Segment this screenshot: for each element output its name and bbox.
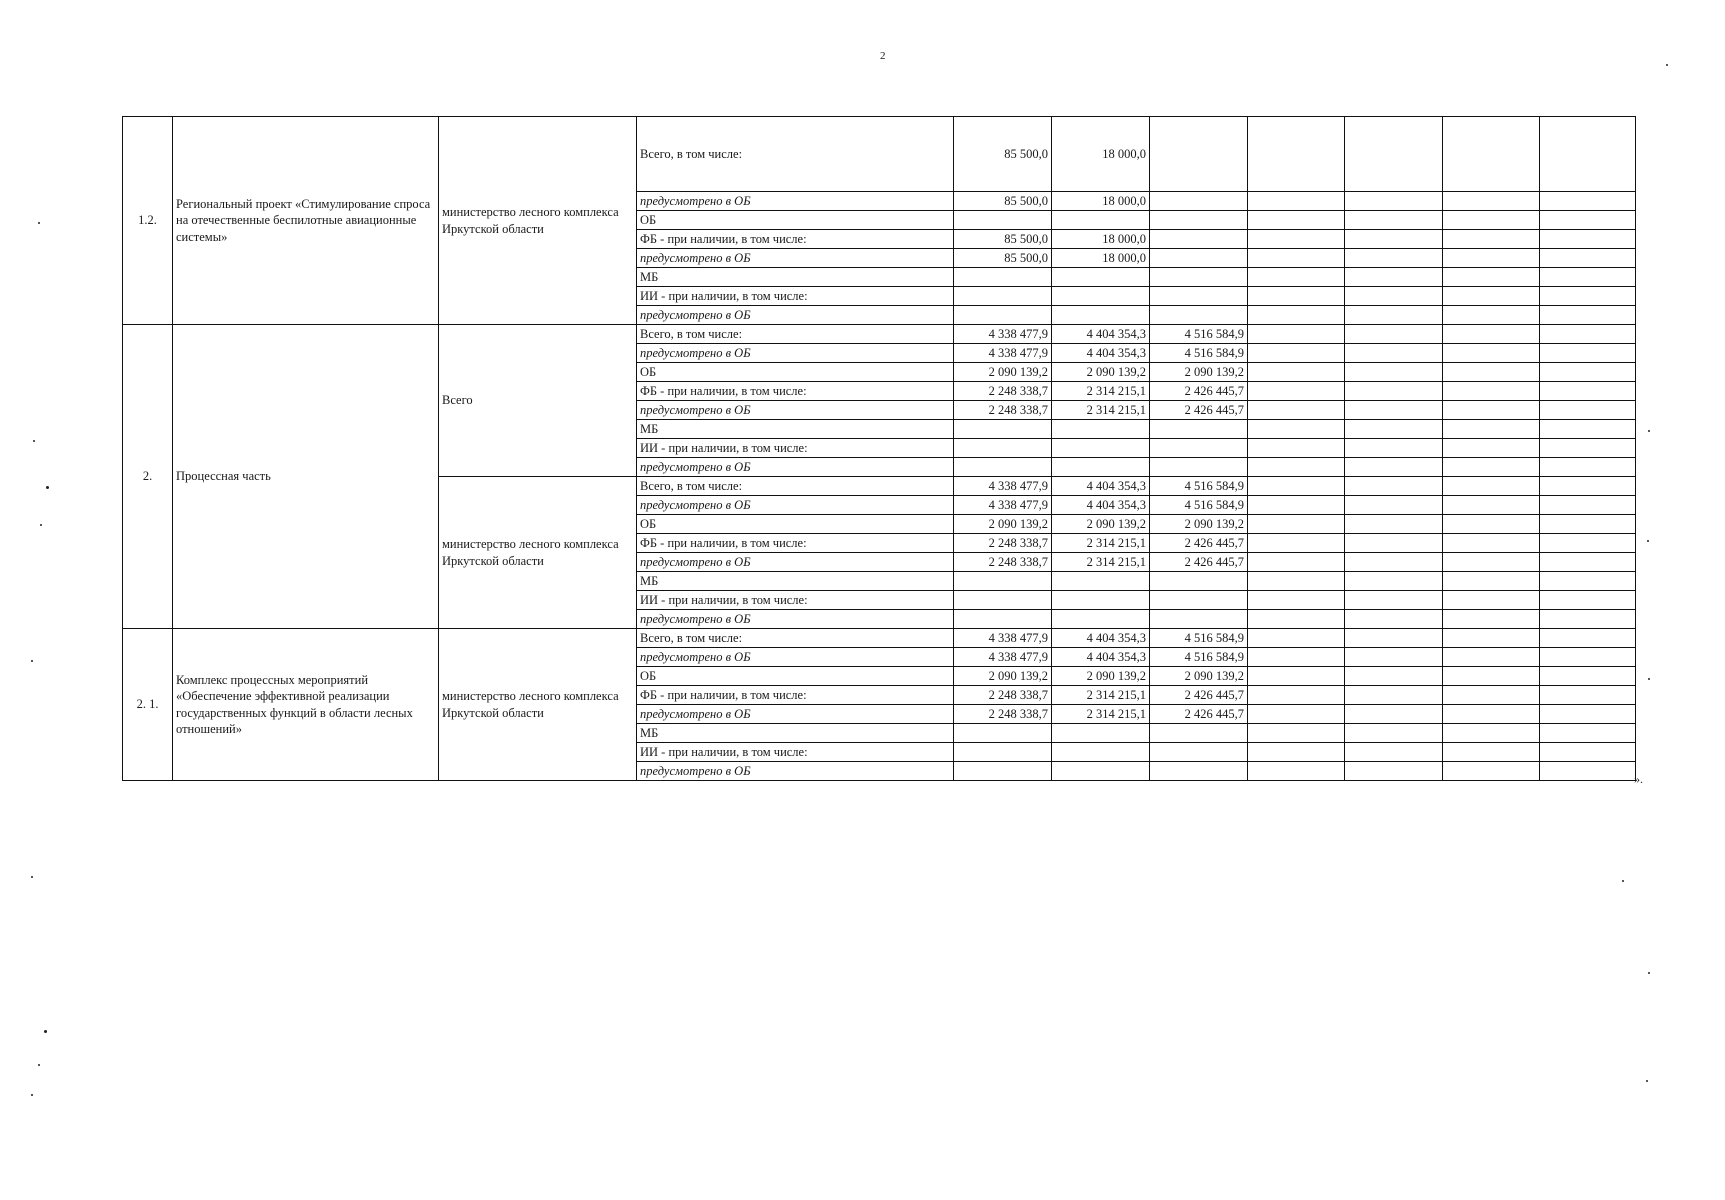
funding-source-label: ФБ - при наличии, в том числе: (637, 534, 954, 553)
scan-speck (38, 222, 40, 224)
value-cell: 2 426 445,7 (1150, 705, 1248, 724)
scan-speck (1647, 540, 1649, 542)
empty-year-cell (1540, 287, 1636, 306)
funding-source-label: МБ (637, 572, 954, 591)
funding-source-label: МБ (637, 724, 954, 743)
value-cell: 2 426 445,7 (1150, 534, 1248, 553)
empty-year-cell (1248, 249, 1345, 268)
value-cell: 4 338 477,9 (954, 325, 1052, 344)
empty-year-cell (1248, 515, 1345, 534)
empty-year-cell (1540, 667, 1636, 686)
value-cell (1150, 591, 1248, 610)
funding-source-label: Всего, в том числе: (637, 117, 954, 192)
section-code: 2. (123, 325, 173, 629)
value-cell: 2 090 139,2 (1052, 363, 1150, 382)
value-cell: 2 314 215,1 (1052, 534, 1150, 553)
empty-year-cell (1345, 268, 1443, 287)
empty-year-cell (1345, 230, 1443, 249)
closing-quote-mark: ». (1634, 772, 1643, 786)
value-cell (954, 591, 1052, 610)
empty-year-cell (1345, 382, 1443, 401)
empty-year-cell (1540, 724, 1636, 743)
empty-year-cell (1443, 420, 1540, 439)
empty-year-cell (1443, 686, 1540, 705)
funding-source-label: предусмотрено в ОБ (637, 192, 954, 211)
empty-year-cell (1540, 515, 1636, 534)
value-cell: 4 404 354,3 (1052, 629, 1150, 648)
funding-source-label: предусмотрено в ОБ (637, 249, 954, 268)
value-cell: 4 338 477,9 (954, 648, 1052, 667)
value-cell: 2 090 139,2 (1150, 667, 1248, 686)
empty-year-cell (1345, 458, 1443, 477)
value-cell: 2 090 139,2 (1052, 515, 1150, 534)
empty-year-cell (1345, 211, 1443, 230)
empty-year-cell (1248, 230, 1345, 249)
value-cell (954, 572, 1052, 591)
empty-year-cell (1540, 572, 1636, 591)
empty-year-cell (1443, 477, 1540, 496)
value-cell: 2 314 215,1 (1052, 553, 1150, 572)
value-cell: 4 404 354,3 (1052, 648, 1150, 667)
scan-speck (31, 876, 33, 878)
table-row (123, 117, 1636, 192)
funding-source-label: Всего, в том числе: (637, 477, 954, 496)
value-cell: 2 090 139,2 (954, 515, 1052, 534)
empty-year-cell (1540, 211, 1636, 230)
empty-year-cell (1345, 496, 1443, 515)
scan-speck (1648, 430, 1650, 432)
empty-year-cell (1443, 325, 1540, 344)
empty-year-cell (1540, 496, 1636, 515)
value-cell: 2 248 338,7 (954, 686, 1052, 705)
empty-year-cell (1248, 686, 1345, 705)
empty-year-cell (1540, 705, 1636, 724)
empty-year-cell (1443, 382, 1540, 401)
funding-source-label: МБ (637, 420, 954, 439)
value-cell: 4 516 584,9 (1150, 496, 1248, 515)
section-name: Комплекс процессных мероприятий «Обеспечение эффективной реализации государственных функций в области лесных отношений» (173, 629, 439, 781)
empty-year-cell (1345, 192, 1443, 211)
funding-source-label: ФБ - при наличии, в том числе: (637, 382, 954, 401)
empty-year-cell (1443, 572, 1540, 591)
empty-year-cell (1345, 420, 1443, 439)
value-cell (1052, 458, 1150, 477)
value-cell (1150, 458, 1248, 477)
empty-year-cell (1345, 572, 1443, 591)
empty-year-cell (1248, 610, 1345, 629)
empty-year-cell (1443, 629, 1540, 648)
scan-speck (1666, 64, 1668, 66)
empty-year-cell (1248, 117, 1345, 192)
empty-year-cell (1443, 648, 1540, 667)
empty-year-cell (1345, 534, 1443, 553)
value-cell (954, 439, 1052, 458)
value-cell (1150, 439, 1248, 458)
value-cell: 2 314 215,1 (1052, 686, 1150, 705)
scan-speck (1648, 972, 1650, 974)
empty-year-cell (1248, 648, 1345, 667)
empty-year-cell (1540, 325, 1636, 344)
empty-year-cell (1443, 705, 1540, 724)
empty-year-cell (1248, 306, 1345, 325)
value-cell (954, 306, 1052, 325)
value-cell: 85 500,0 (954, 230, 1052, 249)
empty-year-cell (1345, 629, 1443, 648)
empty-year-cell (1248, 325, 1345, 344)
value-cell (1052, 306, 1150, 325)
funding-source-label: предусмотрено в ОБ (637, 496, 954, 515)
value-cell: 18 000,0 (1052, 230, 1150, 249)
empty-year-cell (1345, 553, 1443, 572)
value-cell: 18 000,0 (1052, 192, 1150, 211)
value-cell (1052, 211, 1150, 230)
empty-year-cell (1443, 496, 1540, 515)
value-cell (1150, 211, 1248, 230)
section-code: 1.2. (123, 117, 173, 325)
funding-source-label: Всего, в том числе: (637, 325, 954, 344)
empty-year-cell (1540, 344, 1636, 363)
empty-year-cell (1345, 287, 1443, 306)
funding-source-label: предусмотрено в ОБ (637, 648, 954, 667)
empty-year-cell (1443, 306, 1540, 325)
value-cell (1052, 591, 1150, 610)
empty-year-cell (1345, 762, 1443, 781)
value-cell: 2 314 215,1 (1052, 382, 1150, 401)
scan-speck (31, 660, 33, 662)
value-cell: 4 516 584,9 (1150, 629, 1248, 648)
empty-year-cell (1248, 534, 1345, 553)
value-cell (1150, 743, 1248, 762)
empty-year-cell (1345, 648, 1443, 667)
empty-year-cell (1443, 534, 1540, 553)
empty-year-cell (1248, 401, 1345, 420)
value-cell: 2 248 338,7 (954, 534, 1052, 553)
table-row (123, 325, 1636, 344)
empty-year-cell (1443, 230, 1540, 249)
value-cell (954, 724, 1052, 743)
scan-speck (33, 440, 35, 442)
funding-source-label: ФБ - при наличии, в том числе: (637, 230, 954, 249)
funding-source-label: ОБ (637, 667, 954, 686)
empty-year-cell (1540, 230, 1636, 249)
value-cell (954, 420, 1052, 439)
value-cell: 18 000,0 (1052, 249, 1150, 268)
scan-speck (46, 486, 49, 489)
value-cell: 4 338 477,9 (954, 477, 1052, 496)
empty-year-cell (1443, 117, 1540, 192)
value-cell: 4 404 354,3 (1052, 477, 1150, 496)
empty-year-cell (1248, 268, 1345, 287)
value-cell (1150, 306, 1248, 325)
empty-year-cell (1540, 268, 1636, 287)
funding-source-label: ИИ - при наличии, в том числе: (637, 439, 954, 458)
empty-year-cell (1248, 553, 1345, 572)
value-cell (954, 287, 1052, 306)
funding-source-label: ОБ (637, 363, 954, 382)
empty-year-cell (1540, 629, 1636, 648)
funding-source-label: предусмотрено в ОБ (637, 401, 954, 420)
value-cell: 2 090 139,2 (1150, 363, 1248, 382)
empty-year-cell (1345, 705, 1443, 724)
funding-source-label: МБ (637, 268, 954, 287)
value-cell: 4 338 477,9 (954, 496, 1052, 515)
executor-name: министерство лесного комплекса Иркутской области (439, 477, 637, 629)
empty-year-cell (1345, 477, 1443, 496)
empty-year-cell (1540, 610, 1636, 629)
value-cell: 2 248 338,7 (954, 401, 1052, 420)
value-cell: 85 500,0 (954, 192, 1052, 211)
empty-year-cell (1540, 420, 1636, 439)
empty-year-cell (1248, 629, 1345, 648)
funding-source-label: ФБ - при наличии, в том числе: (637, 686, 954, 705)
empty-year-cell (1248, 211, 1345, 230)
empty-year-cell (1248, 192, 1345, 211)
funding-source-label: Всего, в том числе: (637, 629, 954, 648)
executor-name: министерство лесного комплекса Иркутской области (439, 629, 637, 781)
value-cell (1150, 192, 1248, 211)
empty-year-cell (1248, 363, 1345, 382)
executor-name: министерство лесного комплекса Иркутской области (439, 117, 637, 325)
empty-year-cell (1345, 610, 1443, 629)
value-cell (1052, 610, 1150, 629)
value-cell: 2 314 215,1 (1052, 401, 1150, 420)
table-row (123, 629, 1636, 648)
value-cell: 2 426 445,7 (1150, 686, 1248, 705)
value-cell (1052, 268, 1150, 287)
section-name: Процессная часть (173, 325, 439, 629)
value-cell: 18 000,0 (1052, 117, 1150, 192)
value-cell: 4 516 584,9 (1150, 325, 1248, 344)
empty-year-cell (1345, 306, 1443, 325)
value-cell (1150, 610, 1248, 629)
value-cell (1052, 762, 1150, 781)
funding-source-label: ИИ - при наличии, в том числе: (637, 743, 954, 762)
funding-source-label: предусмотрено в ОБ (637, 705, 954, 724)
value-cell: 2 248 338,7 (954, 382, 1052, 401)
empty-year-cell (1443, 667, 1540, 686)
scan-speck (1622, 880, 1624, 882)
empty-year-cell (1248, 743, 1345, 762)
empty-year-cell (1345, 401, 1443, 420)
empty-year-cell (1248, 762, 1345, 781)
empty-year-cell (1443, 192, 1540, 211)
value-cell (954, 268, 1052, 287)
value-cell (1052, 572, 1150, 591)
value-cell: 4 338 477,9 (954, 344, 1052, 363)
empty-year-cell (1248, 477, 1345, 496)
empty-year-cell (1540, 762, 1636, 781)
funding-source-label: предусмотрено в ОБ (637, 306, 954, 325)
empty-year-cell (1540, 306, 1636, 325)
value-cell: 4 404 354,3 (1052, 496, 1150, 515)
value-cell (954, 743, 1052, 762)
empty-year-cell (1248, 287, 1345, 306)
value-cell (1052, 287, 1150, 306)
empty-year-cell (1345, 686, 1443, 705)
budget-table (122, 116, 1636, 781)
empty-year-cell (1443, 743, 1540, 762)
executor-name: Всего (439, 325, 637, 477)
empty-year-cell (1443, 268, 1540, 287)
value-cell (1052, 743, 1150, 762)
value-cell (1052, 420, 1150, 439)
empty-year-cell (1540, 363, 1636, 382)
scan-speck (31, 1094, 33, 1096)
value-cell (954, 610, 1052, 629)
empty-year-cell (1540, 477, 1636, 496)
empty-year-cell (1540, 401, 1636, 420)
empty-year-cell (1248, 572, 1345, 591)
empty-year-cell (1248, 382, 1345, 401)
empty-year-cell (1248, 667, 1345, 686)
empty-year-cell (1248, 724, 1345, 743)
empty-year-cell (1443, 762, 1540, 781)
value-cell: 85 500,0 (954, 117, 1052, 192)
empty-year-cell (1540, 458, 1636, 477)
value-cell: 2 090 139,2 (954, 363, 1052, 382)
funding-source-label: ОБ (637, 515, 954, 534)
empty-year-cell (1443, 287, 1540, 306)
funding-source-label: ИИ - при наличии, в том числе: (637, 287, 954, 306)
empty-year-cell (1248, 705, 1345, 724)
value-cell (954, 211, 1052, 230)
empty-year-cell (1443, 610, 1540, 629)
empty-year-cell (1345, 325, 1443, 344)
value-cell (1052, 439, 1150, 458)
empty-year-cell (1443, 553, 1540, 572)
empty-year-cell (1443, 439, 1540, 458)
empty-year-cell (1443, 515, 1540, 534)
empty-year-cell (1443, 724, 1540, 743)
scan-speck (44, 1030, 47, 1033)
value-cell: 2 426 445,7 (1150, 401, 1248, 420)
empty-year-cell (1248, 344, 1345, 363)
value-cell: 4 516 584,9 (1150, 477, 1248, 496)
empty-year-cell (1540, 439, 1636, 458)
empty-year-cell (1345, 249, 1443, 268)
empty-year-cell (1443, 458, 1540, 477)
value-cell (1150, 762, 1248, 781)
value-cell: 4 404 354,3 (1052, 325, 1150, 344)
empty-year-cell (1540, 117, 1636, 192)
empty-year-cell (1345, 591, 1443, 610)
value-cell: 4 516 584,9 (1150, 344, 1248, 363)
value-cell (1150, 249, 1248, 268)
empty-year-cell (1443, 591, 1540, 610)
empty-year-cell (1248, 591, 1345, 610)
value-cell (1150, 268, 1248, 287)
funding-source-label: предусмотрено в ОБ (637, 610, 954, 629)
empty-year-cell (1345, 667, 1443, 686)
empty-year-cell (1443, 211, 1540, 230)
value-cell: 4 404 354,3 (1052, 344, 1150, 363)
value-cell (1052, 724, 1150, 743)
empty-year-cell (1443, 249, 1540, 268)
scan-speck (40, 524, 42, 526)
empty-year-cell (1345, 724, 1443, 743)
funding-source-label: предусмотрено в ОБ (637, 553, 954, 572)
funding-source-label: ИИ - при наличии, в том числе: (637, 591, 954, 610)
empty-year-cell (1443, 344, 1540, 363)
value-cell (954, 458, 1052, 477)
value-cell: 2 248 338,7 (954, 705, 1052, 724)
scan-speck (1648, 678, 1650, 680)
page-number: 2 (880, 50, 886, 62)
empty-year-cell (1345, 344, 1443, 363)
value-cell: 2 090 139,2 (1150, 515, 1248, 534)
funding-source-label: предусмотрено в ОБ (637, 344, 954, 363)
empty-year-cell (1345, 117, 1443, 192)
empty-year-cell (1540, 686, 1636, 705)
value-cell (1150, 117, 1248, 192)
value-cell: 4 516 584,9 (1150, 648, 1248, 667)
empty-year-cell (1540, 382, 1636, 401)
section-name: Региональный проект «Стимулирование спроса на отечественные беспилотные авиационные системы» (173, 117, 439, 325)
empty-year-cell (1248, 458, 1345, 477)
empty-year-cell (1540, 192, 1636, 211)
empty-year-cell (1540, 591, 1636, 610)
value-cell (1150, 724, 1248, 743)
value-cell (1150, 230, 1248, 249)
value-cell: 2 314 215,1 (1052, 705, 1150, 724)
scan-speck (1646, 1080, 1648, 1082)
empty-year-cell (1345, 439, 1443, 458)
empty-year-cell (1443, 363, 1540, 382)
empty-year-cell (1345, 515, 1443, 534)
empty-year-cell (1540, 249, 1636, 268)
value-cell: 4 338 477,9 (954, 629, 1052, 648)
empty-year-cell (1540, 743, 1636, 762)
value-cell (954, 762, 1052, 781)
value-cell: 2 090 139,2 (954, 667, 1052, 686)
value-cell (1150, 287, 1248, 306)
value-cell (1150, 420, 1248, 439)
funding-source-label: предусмотрено в ОБ (637, 762, 954, 781)
section-code: 2. 1. (123, 629, 173, 781)
empty-year-cell (1248, 439, 1345, 458)
value-cell: 85 500,0 (954, 249, 1052, 268)
funding-source-label: предусмотрено в ОБ (637, 458, 954, 477)
empty-year-cell (1248, 420, 1345, 439)
scan-speck (38, 1064, 40, 1066)
empty-year-cell (1540, 648, 1636, 667)
empty-year-cell (1540, 534, 1636, 553)
value-cell (1150, 572, 1248, 591)
value-cell: 2 248 338,7 (954, 553, 1052, 572)
empty-year-cell (1443, 401, 1540, 420)
value-cell: 2 426 445,7 (1150, 382, 1248, 401)
empty-year-cell (1540, 553, 1636, 572)
value-cell: 2 090 139,2 (1052, 667, 1150, 686)
funding-source-label: ОБ (637, 211, 954, 230)
empty-year-cell (1345, 743, 1443, 762)
value-cell: 2 426 445,7 (1150, 553, 1248, 572)
empty-year-cell (1248, 496, 1345, 515)
empty-year-cell (1345, 363, 1443, 382)
